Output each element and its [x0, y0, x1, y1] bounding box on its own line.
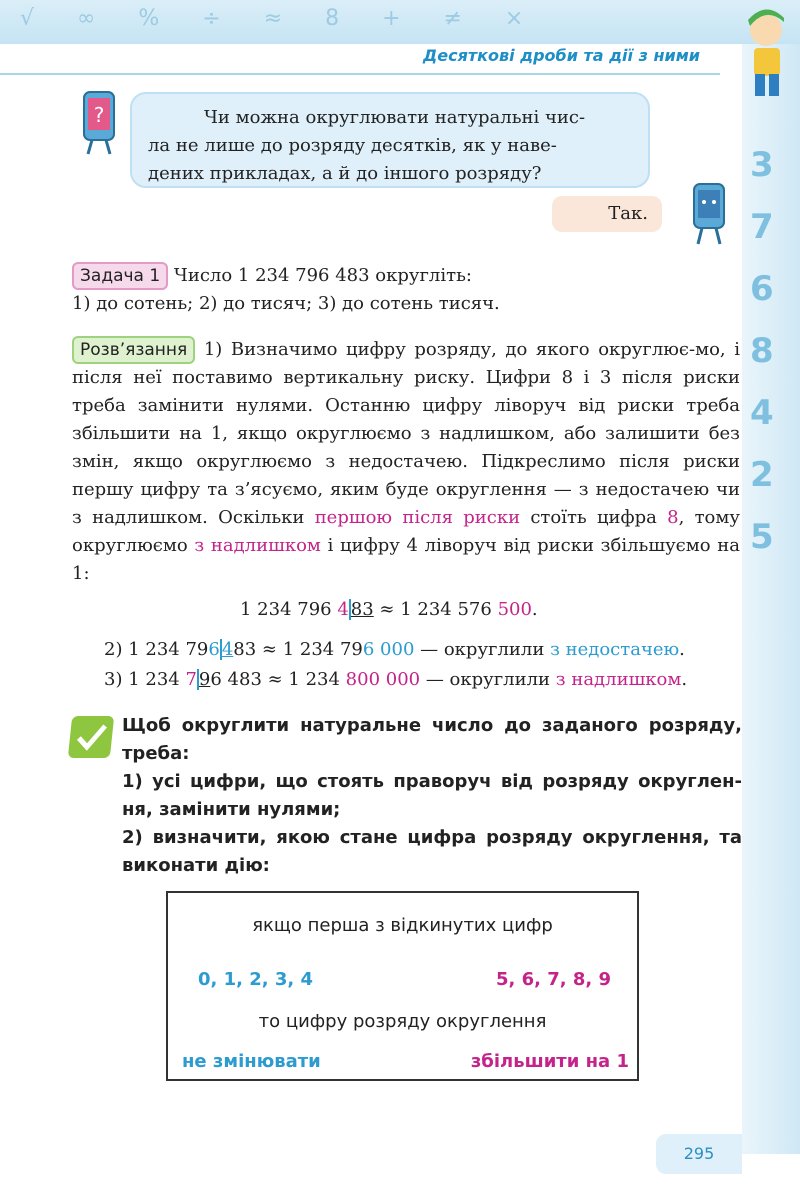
phone-character-question-icon: [74, 88, 124, 158]
rule-intro: Щоб округлити натуральне число до заданого розряду, треба:: [122, 715, 742, 764]
rule-step: 1) усі цифри, що стоять праворуч від розряду округлен-ня, замінити нулями;: [122, 771, 742, 820]
low-digits: 0, 1, 2, 3, 4: [198, 969, 314, 990]
low-action: не змінювати: [182, 1051, 321, 1072]
high-action: збільшити на 1: [470, 1051, 629, 1072]
formula-result: 800 000: [345, 669, 421, 690]
formula-result: 6 000: [362, 639, 415, 660]
solution-text: , тому округлюємо: [72, 507, 740, 556]
formula-part: 6 483 ≈ 1 234: [210, 669, 346, 690]
header-divider: [0, 73, 720, 75]
answer-bubble: Так.: [552, 196, 662, 232]
formula-conclusion: з недостачею: [550, 639, 680, 660]
formula-part: .: [531, 599, 538, 620]
rounding-rule-box: [166, 891, 639, 1081]
formula-part: 83 ≈ 1 234 79: [233, 639, 363, 660]
kid-mascot-icon: [740, 4, 790, 100]
task-subitems: 1) до сотень; 2) до тисяч; 3) до сотень тисяч.: [72, 293, 500, 314]
box-condition: якщо перша з відкинутих цифр: [252, 915, 553, 936]
formula-conclusion: з надлишком: [555, 669, 682, 690]
question-bubble: [130, 92, 650, 188]
solution-label: Розв’язання: [72, 336, 195, 364]
formula-part: .: [681, 669, 688, 690]
solution-text: 1) Визначимо цифру розряду, до якого округлює-мо, і після неї поставимо вертикальну риску. Цифри 8 і 3 після риски треба замінити нулями. Останню цифру ліворуч від риски треба збільшити на 1, якщо округлюємо з надлишком, або залишити без змін, якщо округлюємо з недостачею. Підкреслимо після риски першу цифру та з’ясуємо, яким буде округлення — з недостачею чи з надлишком. Оскільки: [72, 339, 740, 528]
task-label: Задача 1: [72, 262, 168, 290]
formula-digit: 7: [185, 669, 197, 690]
formula-digit: 4: [221, 639, 234, 660]
solution-highlight: першою після риски: [314, 507, 521, 528]
solution-block: [72, 336, 740, 588]
page-number: 295: [656, 1134, 742, 1174]
svg-text:?: ?: [93, 103, 105, 127]
task-block: [72, 262, 740, 318]
box-consequence: то цифру розряду округлення: [258, 1011, 547, 1032]
checkmark-icon: [68, 716, 114, 758]
formula-part: 83: [350, 599, 374, 620]
margin-digits: 3 7 6 8 4 2 5: [750, 145, 774, 557]
solution-highlight: з надлишком: [194, 535, 321, 556]
formula-part: — округлили: [414, 639, 551, 660]
solution-text: і цифру 4 ліворуч від риски збільшуємо на 1:: [72, 535, 740, 584]
rule-step: 2) визначити, якою стане цифра розряду округлення, та виконати дію:: [122, 827, 742, 876]
formula-part: — округлили: [420, 669, 556, 690]
chapter-title: Десяткові дроби та дії з ними: [422, 46, 700, 65]
solution-text: стоїть цифра: [530, 507, 657, 528]
formula-part: 2) 1 234 79: [104, 639, 209, 660]
question-line: ла не лише до розряду десятків, як у наве-: [148, 135, 557, 156]
formula-result: 500: [497, 599, 532, 620]
question-line: дених прикладах, а й до іншого розряду?: [148, 163, 542, 184]
right-margin-decoration: [742, 44, 800, 1154]
formula-part: 9: [198, 669, 211, 690]
formula-1: [240, 596, 538, 624]
rule-block: [122, 712, 742, 880]
phone-character-answer-icon: [684, 180, 734, 248]
header-math-decoration: √ ∞ % ÷ ≈ 8 + ≠ ×: [20, 6, 542, 31]
high-digits: 5, 6, 7, 8, 9: [495, 969, 611, 990]
solution-highlight-digit: 8: [667, 507, 679, 528]
formula-part: .: [679, 639, 685, 660]
formula-part: 3) 1 234: [104, 669, 186, 690]
question-line: Чи можна округлювати натуральні чис-: [204, 107, 586, 128]
task-statement: Число 1 234 796 483 округліть:: [173, 265, 472, 286]
header-strip: [0, 0, 800, 44]
formula-3: [104, 666, 687, 694]
formula-digit: 4: [337, 599, 349, 620]
formula-part: 1 234 796: [240, 599, 338, 620]
formula-digit: 6: [208, 639, 220, 660]
formula-part: ≈ 1 234 576: [373, 599, 498, 620]
formula-2: [104, 636, 685, 664]
